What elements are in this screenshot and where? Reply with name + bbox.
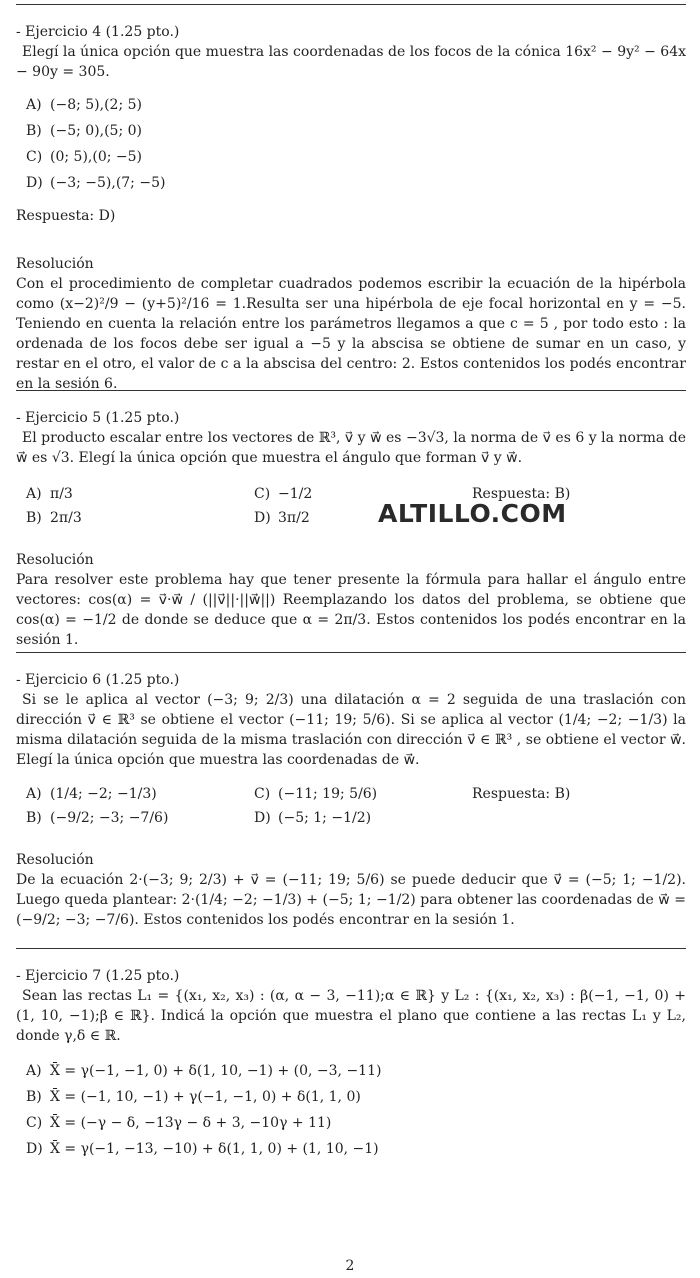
options-row-1 <box>16 782 686 806</box>
page-number: 2 <box>345 1258 355 1274</box>
exercise-5-resolution-body: Para resolver este problema hay que tener presente la fórmula para hallar el ángulo entre vectores: cos(α) = v⃗·w⃗ / (||v⃗||·||w⃗||) Reemplazando los datos del problema, se obtiene que cos(α) = −1/2 de donde se deduce que α = 2π/3. Estos contenidos los podés encontrar en la sesión 1. <box>16 572 686 648</box>
option-c: C) (−11; 19; 5/6) <box>254 786 378 802</box>
exercise-7-statement: Sean las rectas L₁ = {(x₁, x₂, x₃) : (α, α − 3, −11);α ∈ ℝ} y L₂ : {(x₁, x₂, x₃) : β(−1, −1, 0) + (1, 10, −1);β ∈ ℝ}. Indicá la opción que muestra el plano que contiene a las rectas L₁ y L₂, donde γ,δ ∈ ℝ. <box>16 988 686 1044</box>
exercise-7 <box>16 966 686 1162</box>
exercise-5-resolution-title: Resolución <box>16 552 94 568</box>
top-rule <box>16 4 686 5</box>
options-row-2 <box>16 806 686 830</box>
options-row-1 <box>16 482 686 506</box>
option-d: D) (−3; −5),(7; −5) <box>26 175 166 191</box>
exercise-6-statement: Si se le aplica al vector (−3; 9; 2/3) una dilatación α = 2 seguida de una traslación con dirección v⃗ ∈ ℝ³ se obtiene el vector (−11; 19; 5/6). Si se aplica al vector (1/4; −2; −1/3) la misma dilatación seguida de la misma traslación con dirección v⃗ ∈ ℝ³ , se obtiene el vector w⃗. Elegí la única opción que muestra las coordenadas de w⃗. <box>16 692 686 768</box>
options-row-2 <box>16 499 686 530</box>
option-b: B) (−9/2; −3; −7/6) <box>26 810 169 826</box>
option-a: A) (1/4; −2; −1/3) <box>26 786 157 802</box>
exercise-5-answer: Respuesta: B) <box>472 486 571 502</box>
option-b: B) X̄ = (−1, 10, −1) + γ(−1, −1, 0) + δ(1, 1, 0) <box>26 1089 361 1105</box>
option-c: C) X̄ = (−γ − δ, −13γ − δ + 3, −10γ + 11) <box>26 1115 332 1131</box>
exercise-7-title: - Ejercicio 7 (1.25 pto.) <box>16 968 180 984</box>
option-c: C) (0; 5),(0; −5) <box>26 149 142 165</box>
exercise-7-options <box>16 1058 686 1162</box>
exercise-6-title: - Ejercicio 6 (1.25 pto.) <box>16 672 180 688</box>
exercise-5-statement: El producto escalar entre los vectores de ℝ³, v⃗ y w⃗ es −3√3, la norma de v⃗ es 6 y la norma de w⃗ es √3. Elegí la única opción que muestra el ángulo que forman v⃗ y w⃗. <box>16 430 686 466</box>
exercise-5 <box>16 408 686 650</box>
exercise-4-options <box>16 92 686 196</box>
exercise-4-statement: Elegí la única opción que muestra las coordenadas de los focos de la cónica 16x² − 9y² − 64x − 90y = 305. <box>16 44 686 80</box>
option-b: B) (−5; 0),(5; 0) <box>26 123 142 139</box>
option-c: C) −1/2 <box>254 486 313 502</box>
exercise-5-title: - Ejercicio 5 (1.25 pto.) <box>16 410 180 426</box>
exercise-6 <box>16 670 686 930</box>
option-b: B) 2π/3 <box>26 510 82 526</box>
exercise-6-answer: Respuesta: B) <box>472 786 571 802</box>
exercise-5-options <box>16 482 686 530</box>
divider-1 <box>16 390 686 391</box>
altillo-logo: ALTILLO.COM <box>378 499 567 528</box>
option-d: D) (−5; 1; −1/2) <box>254 810 372 826</box>
divider-2 <box>16 652 686 653</box>
option-d: D) X̄ = γ(−1, −13, −10) + δ(1, 1, 0) + (1, 10, −1) <box>26 1141 379 1157</box>
option-a: A) (−8; 5),(2; 5) <box>26 97 142 113</box>
exercise-6-resolution-body: De la ecuación 2·(−3; 9; 2/3) + v⃗ = (−11; 19; 5/6) se puede deducir que v⃗ = (−5; 1; −1/2). Luego queda plantear: 2·(1/4; −2; −1/3) + (−5; 1; −1/2) para obtener las coordenadas de w⃗ = (−9/2; −3; −7/6). Estos contenidos los podés encontrar en la sesión 1. <box>16 872 686 928</box>
option-a: A) X̄ = γ(−1, −1, 0) + δ(1, 10, −1) + (0, −3, −11) <box>26 1063 382 1079</box>
divider-3 <box>16 948 686 949</box>
empty-cell <box>472 806 672 830</box>
exercise-4-resolution-title: Resolución <box>16 256 94 272</box>
exercise-4 <box>16 22 686 394</box>
option-a: A) π/3 <box>26 486 73 502</box>
exercise-6-options <box>16 782 686 830</box>
exercise-4-resolution-body: Con el procedimiento de completar cuadrados podemos escribir la ecuación de la hipérbola como (x−2)²/9 − (y+5)²/16 = 1.Resulta ser una hipérbola de eje focal horizontal en y = −5. Teniendo en cuenta la relación entre los parámetros llegamos a que c = 5 , por todo esto : la ordenada de los focos debe ser igual a −5 y la abscisa se obtiene de sumar en un caso, y restar en el otro, el valor de c a la abscisa del centro: 2. Estos contenidos los podés encontrar en la sesión 6. <box>16 276 686 392</box>
exercise-4-answer: Respuesta: D) <box>16 208 116 224</box>
exercise-6-resolution-title: Resolución <box>16 852 94 868</box>
exercise-4-title: - Ejercicio 4 (1.25 pto.) <box>16 24 180 40</box>
option-d: D) 3π/2 <box>254 510 310 526</box>
